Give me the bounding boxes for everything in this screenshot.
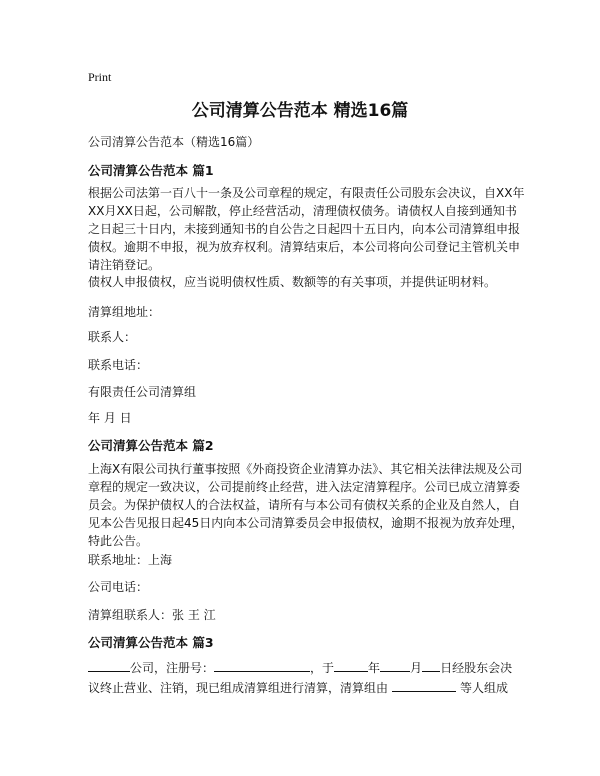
blank-members (392, 679, 456, 692)
section-1-address: 清算组地址： (88, 305, 161, 319)
blank-month (380, 659, 410, 672)
section-1-heading: 公司清算公告范本 篇1 (88, 163, 214, 178)
section-3-line-2 (88, 679, 508, 696)
section-2-address: 联系地址：上海 (88, 553, 173, 567)
section-1-paragraph-1: 根据公司法第一百八十一条及公司章程的规定，有限责任公司股东会决议，自XX年XX月XX日起，公司解散，停止经营活动，清理债权债务。请债权人自接到通知书之日起三十日内，未接到通知书的自公告之日起四十五日内，向本公司清算组申报债权。逾期不申报，视为放弃权利。清算结束后，本公司将向公司登记主管机关申请注销登记。 (88, 186, 525, 272)
line2-text-2: 等人组成 (460, 681, 509, 695)
line2-text-1: 议终止营业、注销，现已组成清算组进行清算，清算组由 (88, 681, 389, 695)
section-2-heading: 公司清算公告范本 篇2 (88, 438, 214, 453)
page-subtitle: 公司清算公告范本（精选16篇） (88, 135, 260, 149)
section-3-heading: 公司清算公告范本 篇3 (88, 635, 214, 650)
section-3-line-1 (88, 659, 512, 676)
line1-text-3: 年 (368, 661, 381, 675)
section-2-phone: 公司电话： (88, 580, 149, 594)
section-2-paragraph: 上海X有限公司执行董事按照《外商投资企业清算办法》、其它相关法律法规及公司章程的规定一致决议，公司提前终止经营，进入法定清算程序。公司已成立清算委员会。为保护债权人的合法权益，请所有与本公司有债权关系的企业及自然人，自见本公告见报日起45日内向本公司清算委员会申报债权，逾期不报视为放弃处理，特此公告。 (88, 462, 524, 548)
section-1-phone: 联系电话： (88, 358, 149, 372)
blank-year (334, 659, 368, 672)
section-2-contact: 清算组联系人：张 王 江 (88, 608, 216, 622)
section-1-date: 年 月 日 (88, 411, 132, 425)
line1-text-2: ，于 (310, 661, 335, 675)
print-label: Print (88, 70, 112, 84)
section-1-org: 有限责任公司清算组 (88, 385, 197, 399)
section-1-contact: 联系人： (88, 330, 137, 344)
blank-day (422, 659, 440, 672)
blank-company-name (88, 659, 130, 672)
section-1-paragraph-2: 债权人申报债权，应当说明债权性质、数额等的有关事项，并提供证明材料。 (88, 275, 497, 289)
line1-text-1: 公司，注册号： (130, 661, 215, 675)
blank-registration-number (214, 659, 310, 672)
page-title: 公司清算公告范本 精选16篇 (191, 101, 409, 121)
line1-text-4: 月 (410, 661, 423, 675)
line1-text-5: 日经股东会决 (440, 661, 513, 675)
